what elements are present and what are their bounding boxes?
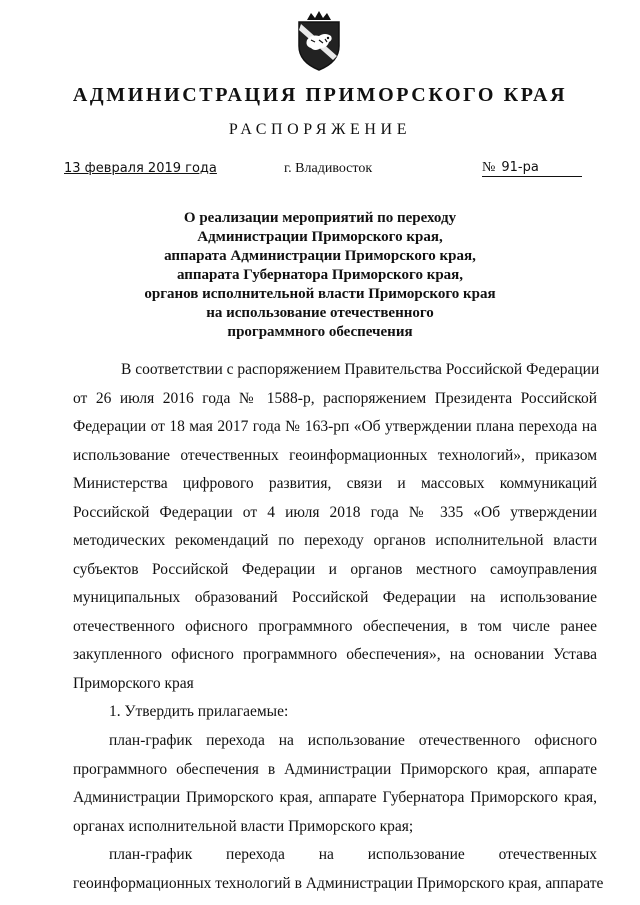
text-line: программного обеспечения в Администрации Приморского края, аппарате — [73, 760, 597, 778]
text-line: методических рекомендаций по переходу органов исполнительной власти — [73, 532, 597, 549]
title-line: О реализации мероприятий по переходу — [183, 210, 457, 226]
tiger-coat-of-arms-icon — [293, 10, 345, 72]
number-value: 91-ра — [501, 160, 539, 175]
text-line: органах исполнительной власти Приморского края; — [73, 817, 414, 835]
document-date: 13 февраля 2019 года — [64, 161, 217, 176]
title-line: Администрации Приморского края, — [197, 229, 443, 245]
title-line: программного обеспечения — [227, 324, 413, 340]
text-line: отечественного офисного программного обеспечения, в том числе ранее — [73, 617, 597, 635]
text-line: Российской Федерации от 4 июля 2018 года № 335 «Об утверждении — [73, 503, 597, 521]
document-title — [120, 209, 520, 342]
text-line: 1. Утвердить прилагаемые: — [109, 703, 289, 720]
title-line: органов исполнительной власти Приморского края — [144, 286, 496, 302]
text-line: от 26 июля 2016 года № 1588-р, распоряжением Президента Российской — [73, 389, 597, 407]
text-line: использование отечественных геоинформационных технологий», приказом — [73, 446, 597, 464]
organization-name: АДМИНИСТРАЦИЯ ПРИМОРСКОГО КРАЯ — [72, 84, 568, 106]
title-line: аппарата Губернатора Приморского края, — [176, 267, 464, 283]
item-1 — [73, 698, 597, 727]
text-line: субъектов Российской Федерации и органов местного самоуправления — [73, 560, 597, 578]
title-line: аппарата Администрации Приморского края, — [164, 248, 476, 264]
text-line: Министерства цифрового развития, связи и массовых коммуникаций — [73, 475, 597, 492]
text-line: закупленного офисного программного обеспечения», на основании Устава — [73, 646, 597, 663]
text-line: план-график перехода на использование отечественных — [109, 846, 597, 863]
text-line: В соответствии с распоряжением Правительства Российской Федерации — [121, 361, 600, 378]
preamble-paragraph — [73, 356, 600, 698]
plan-schedule-geo-paragraph — [73, 841, 604, 898]
number-label: № — [482, 160, 496, 175]
text-line: Приморского края — [73, 674, 194, 692]
text-line: геоинформационных технологий в Администрации Приморского края, аппарате — [73, 874, 604, 892]
document-city: г. Владивосток — [284, 161, 373, 176]
plan-schedule-office-paragraph — [73, 727, 597, 841]
text-line: муниципальных образований Российской Федерации на использование — [73, 589, 597, 606]
text-line: Администрации Приморского края, аппарате Губернатора Приморского края, — [73, 789, 597, 806]
document-number — [482, 160, 582, 177]
document-type: РАСПОРЯЖЕНИЕ — [228, 121, 412, 138]
text-line: Федерации от 18 мая 2017 года № 163-рп «Об утверждении плана перехода на — [73, 418, 597, 435]
text-line: план-график перехода на использование отечественного офисного — [109, 732, 597, 749]
title-line: на использование отечественного — [206, 305, 434, 321]
